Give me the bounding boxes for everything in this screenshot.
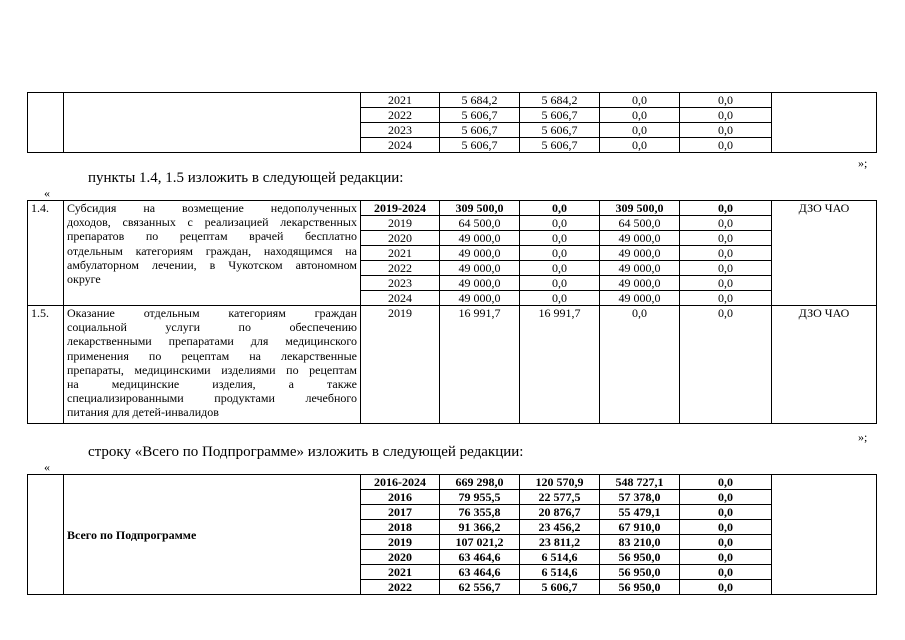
federal-cell: 5 606,7 xyxy=(520,123,600,138)
regional-cell: 57 378,0 xyxy=(600,490,680,505)
regional-cell: 49 000,0 xyxy=(600,231,680,246)
total-cell: 76 355,8 xyxy=(440,505,520,520)
regional-cell: 0,0 xyxy=(600,138,680,153)
executor-cell: ДЗО ЧАО xyxy=(772,201,877,306)
total-cell: 5 684,2 xyxy=(440,93,520,108)
other-cell: 0,0 xyxy=(680,276,772,291)
regional-cell: 49 000,0 xyxy=(600,261,680,276)
total-cell: 5 606,7 xyxy=(440,123,520,138)
federal-cell: 5 606,7 xyxy=(520,108,600,123)
regional-cell: 56 950,0 xyxy=(600,565,680,580)
federal-cell: 0,0 xyxy=(520,246,600,261)
federal-cell: 0,0 xyxy=(520,201,600,216)
year-cell: 2021 xyxy=(361,93,440,108)
year-cell: 2023 xyxy=(361,276,440,291)
federal-cell: 20 876,7 xyxy=(520,505,600,520)
regional-cell: 49 000,0 xyxy=(600,246,680,261)
executor-cell xyxy=(772,475,877,595)
federal-cell: 120 570,9 xyxy=(520,475,600,490)
regional-cell: 83 210,0 xyxy=(600,535,680,550)
total-table xyxy=(27,474,877,595)
description-line: амбулаторном лечении, в Чукотском автономном xyxy=(67,257,357,272)
other-cell: 0,0 xyxy=(680,291,772,306)
table-row xyxy=(28,475,877,490)
description-line: доходов, связанных с реализацией лекарственных xyxy=(67,215,357,230)
regional-cell: 49 000,0 xyxy=(600,291,680,306)
regional-cell: 55 479,1 xyxy=(600,505,680,520)
year-cell: 2020 xyxy=(361,231,440,246)
other-cell: 0,0 xyxy=(680,216,772,231)
table-row xyxy=(28,93,877,108)
regional-cell: 0,0 xyxy=(600,93,680,108)
total-cell: 309 500,0 xyxy=(440,201,520,216)
regional-cell: 67 910,0 xyxy=(600,520,680,535)
closing-quote: »; xyxy=(858,430,868,444)
total-cell: 669 298,0 xyxy=(440,475,520,490)
description-line: питания для детей-инвалидов xyxy=(67,405,219,420)
description-line: лекарственными препаратами для медицинского xyxy=(67,334,357,349)
other-cell: 0,0 xyxy=(680,520,772,535)
federal-cell: 0,0 xyxy=(520,276,600,291)
opening-quote: « xyxy=(44,460,50,474)
regional-cell: 49 000,0 xyxy=(600,276,680,291)
other-cell: 0,0 xyxy=(680,505,772,520)
item-description xyxy=(64,306,361,424)
year-cell: 2022 xyxy=(361,580,440,595)
federal-cell: 6 514,6 xyxy=(520,550,600,565)
regional-cell: 56 950,0 xyxy=(600,580,680,595)
year-cell: 2016-2024 xyxy=(361,475,440,490)
executor-cell: ДЗО ЧАО xyxy=(772,306,877,424)
other-cell: 0,0 xyxy=(680,201,772,216)
federal-cell: 0,0 xyxy=(520,261,600,276)
regional-cell: 548 727,1 xyxy=(600,475,680,490)
federal-cell: 0,0 xyxy=(520,231,600,246)
federal-cell: 5 606,7 xyxy=(520,138,600,153)
regional-cell: 64 500,0 xyxy=(600,216,680,231)
item-description xyxy=(64,201,361,306)
total-cell: 107 021,2 xyxy=(440,535,520,550)
description-line: Субсидия на возмещение недополученных xyxy=(67,201,357,215)
table-row xyxy=(28,306,877,424)
total-cell: 62 556,7 xyxy=(440,580,520,595)
year-cell: 2019-2024 xyxy=(361,201,440,216)
other-cell: 0,0 xyxy=(680,138,772,153)
total-cell: 79 955,5 xyxy=(440,490,520,505)
total-cell: 49 000,0 xyxy=(440,231,520,246)
other-cell: 0,0 xyxy=(680,535,772,550)
total-cell: 16 991,7 xyxy=(440,306,520,424)
other-cell: 0,0 xyxy=(680,123,772,138)
description-line: отдельным категориям граждан, находящимся на xyxy=(67,243,357,258)
regional-cell: 0,0 xyxy=(600,123,680,138)
total-cell: 49 000,0 xyxy=(440,291,520,306)
federal-cell: 0,0 xyxy=(520,216,600,231)
total-cell: 63 464,6 xyxy=(440,550,520,565)
description-line: социальной услуги по обеспечению xyxy=(67,320,357,335)
number-cell xyxy=(28,93,64,153)
year-cell: 2022 xyxy=(361,108,440,123)
other-cell: 0,0 xyxy=(680,306,772,424)
other-cell: 0,0 xyxy=(680,108,772,123)
executor-cell xyxy=(772,93,877,153)
other-cell: 0,0 xyxy=(680,550,772,565)
total-cell: 5 606,7 xyxy=(440,138,520,153)
description-line: Оказание отдельным категориям граждан xyxy=(67,306,357,320)
total-cell: 49 000,0 xyxy=(440,261,520,276)
total-cell: 5 606,7 xyxy=(440,108,520,123)
total-label: Всего по Подпрограмме xyxy=(64,475,361,595)
item-number: 1.5. xyxy=(28,306,64,424)
total-cell: 64 500,0 xyxy=(440,216,520,231)
other-cell: 0,0 xyxy=(680,490,772,505)
other-cell: 0,0 xyxy=(680,261,772,276)
year-cell: 2020 xyxy=(361,550,440,565)
year-cell: 2022 xyxy=(361,261,440,276)
year-cell: 2018 xyxy=(361,520,440,535)
year-cell: 2024 xyxy=(361,291,440,306)
other-cell: 0,0 xyxy=(680,580,772,595)
description-line: специализированными продуктами лечебного xyxy=(67,391,357,406)
total-cell: 49 000,0 xyxy=(440,276,520,291)
federal-cell: 5 606,7 xyxy=(520,580,600,595)
opening-quote: « xyxy=(44,186,50,200)
instruction-text: строку «Всего по Подпрограмме» изложить в следующей редакции: xyxy=(88,444,524,460)
year-cell: 2023 xyxy=(361,123,440,138)
federal-cell: 16 991,7 xyxy=(520,306,600,424)
regional-cell: 56 950,0 xyxy=(600,550,680,565)
federal-cell: 23 456,2 xyxy=(520,520,600,535)
total-cell: 63 464,6 xyxy=(440,565,520,580)
instruction-text: пункты 1.4, 1.5 изложить в следующей редакции: xyxy=(88,170,404,186)
other-cell: 0,0 xyxy=(680,565,772,580)
items-table xyxy=(27,200,877,424)
year-cell: 2021 xyxy=(361,565,440,580)
other-cell: 0,0 xyxy=(680,93,772,108)
number-cell xyxy=(28,475,64,595)
description-line: препараты, медицинскими изделиями по рецептам xyxy=(67,362,357,377)
regional-cell: 309 500,0 xyxy=(600,201,680,216)
federal-cell: 6 514,6 xyxy=(520,565,600,580)
description-line: на медицинские изделия, а также xyxy=(67,377,357,392)
closing-quote: »; xyxy=(858,156,868,170)
year-cell: 2024 xyxy=(361,138,440,153)
total-cell: 49 000,0 xyxy=(440,246,520,261)
year-cell: 2019 xyxy=(361,306,440,424)
regional-cell: 0,0 xyxy=(600,306,680,424)
year-cell: 2021 xyxy=(361,246,440,261)
year-cell: 2017 xyxy=(361,505,440,520)
year-cell: 2019 xyxy=(361,216,440,231)
description-line: округе xyxy=(67,272,101,287)
description-cell xyxy=(64,93,361,153)
continuation-table xyxy=(27,92,877,153)
federal-cell: 5 684,2 xyxy=(520,93,600,108)
total-cell: 91 366,2 xyxy=(440,520,520,535)
regional-cell: 0,0 xyxy=(600,108,680,123)
federal-cell: 0,0 xyxy=(520,291,600,306)
description-line: препаратов по рецептам врачей бесплатно xyxy=(67,229,357,244)
year-cell: 2016 xyxy=(361,490,440,505)
table-row xyxy=(28,201,877,216)
other-cell: 0,0 xyxy=(680,231,772,246)
year-cell: 2019 xyxy=(361,535,440,550)
other-cell: 0,0 xyxy=(680,475,772,490)
other-cell: 0,0 xyxy=(680,246,772,261)
federal-cell: 23 811,2 xyxy=(520,535,600,550)
item-number: 1.4. xyxy=(28,201,64,306)
federal-cell: 22 577,5 xyxy=(520,490,600,505)
description-line: применения по рецептам на лекарственные xyxy=(67,348,357,363)
